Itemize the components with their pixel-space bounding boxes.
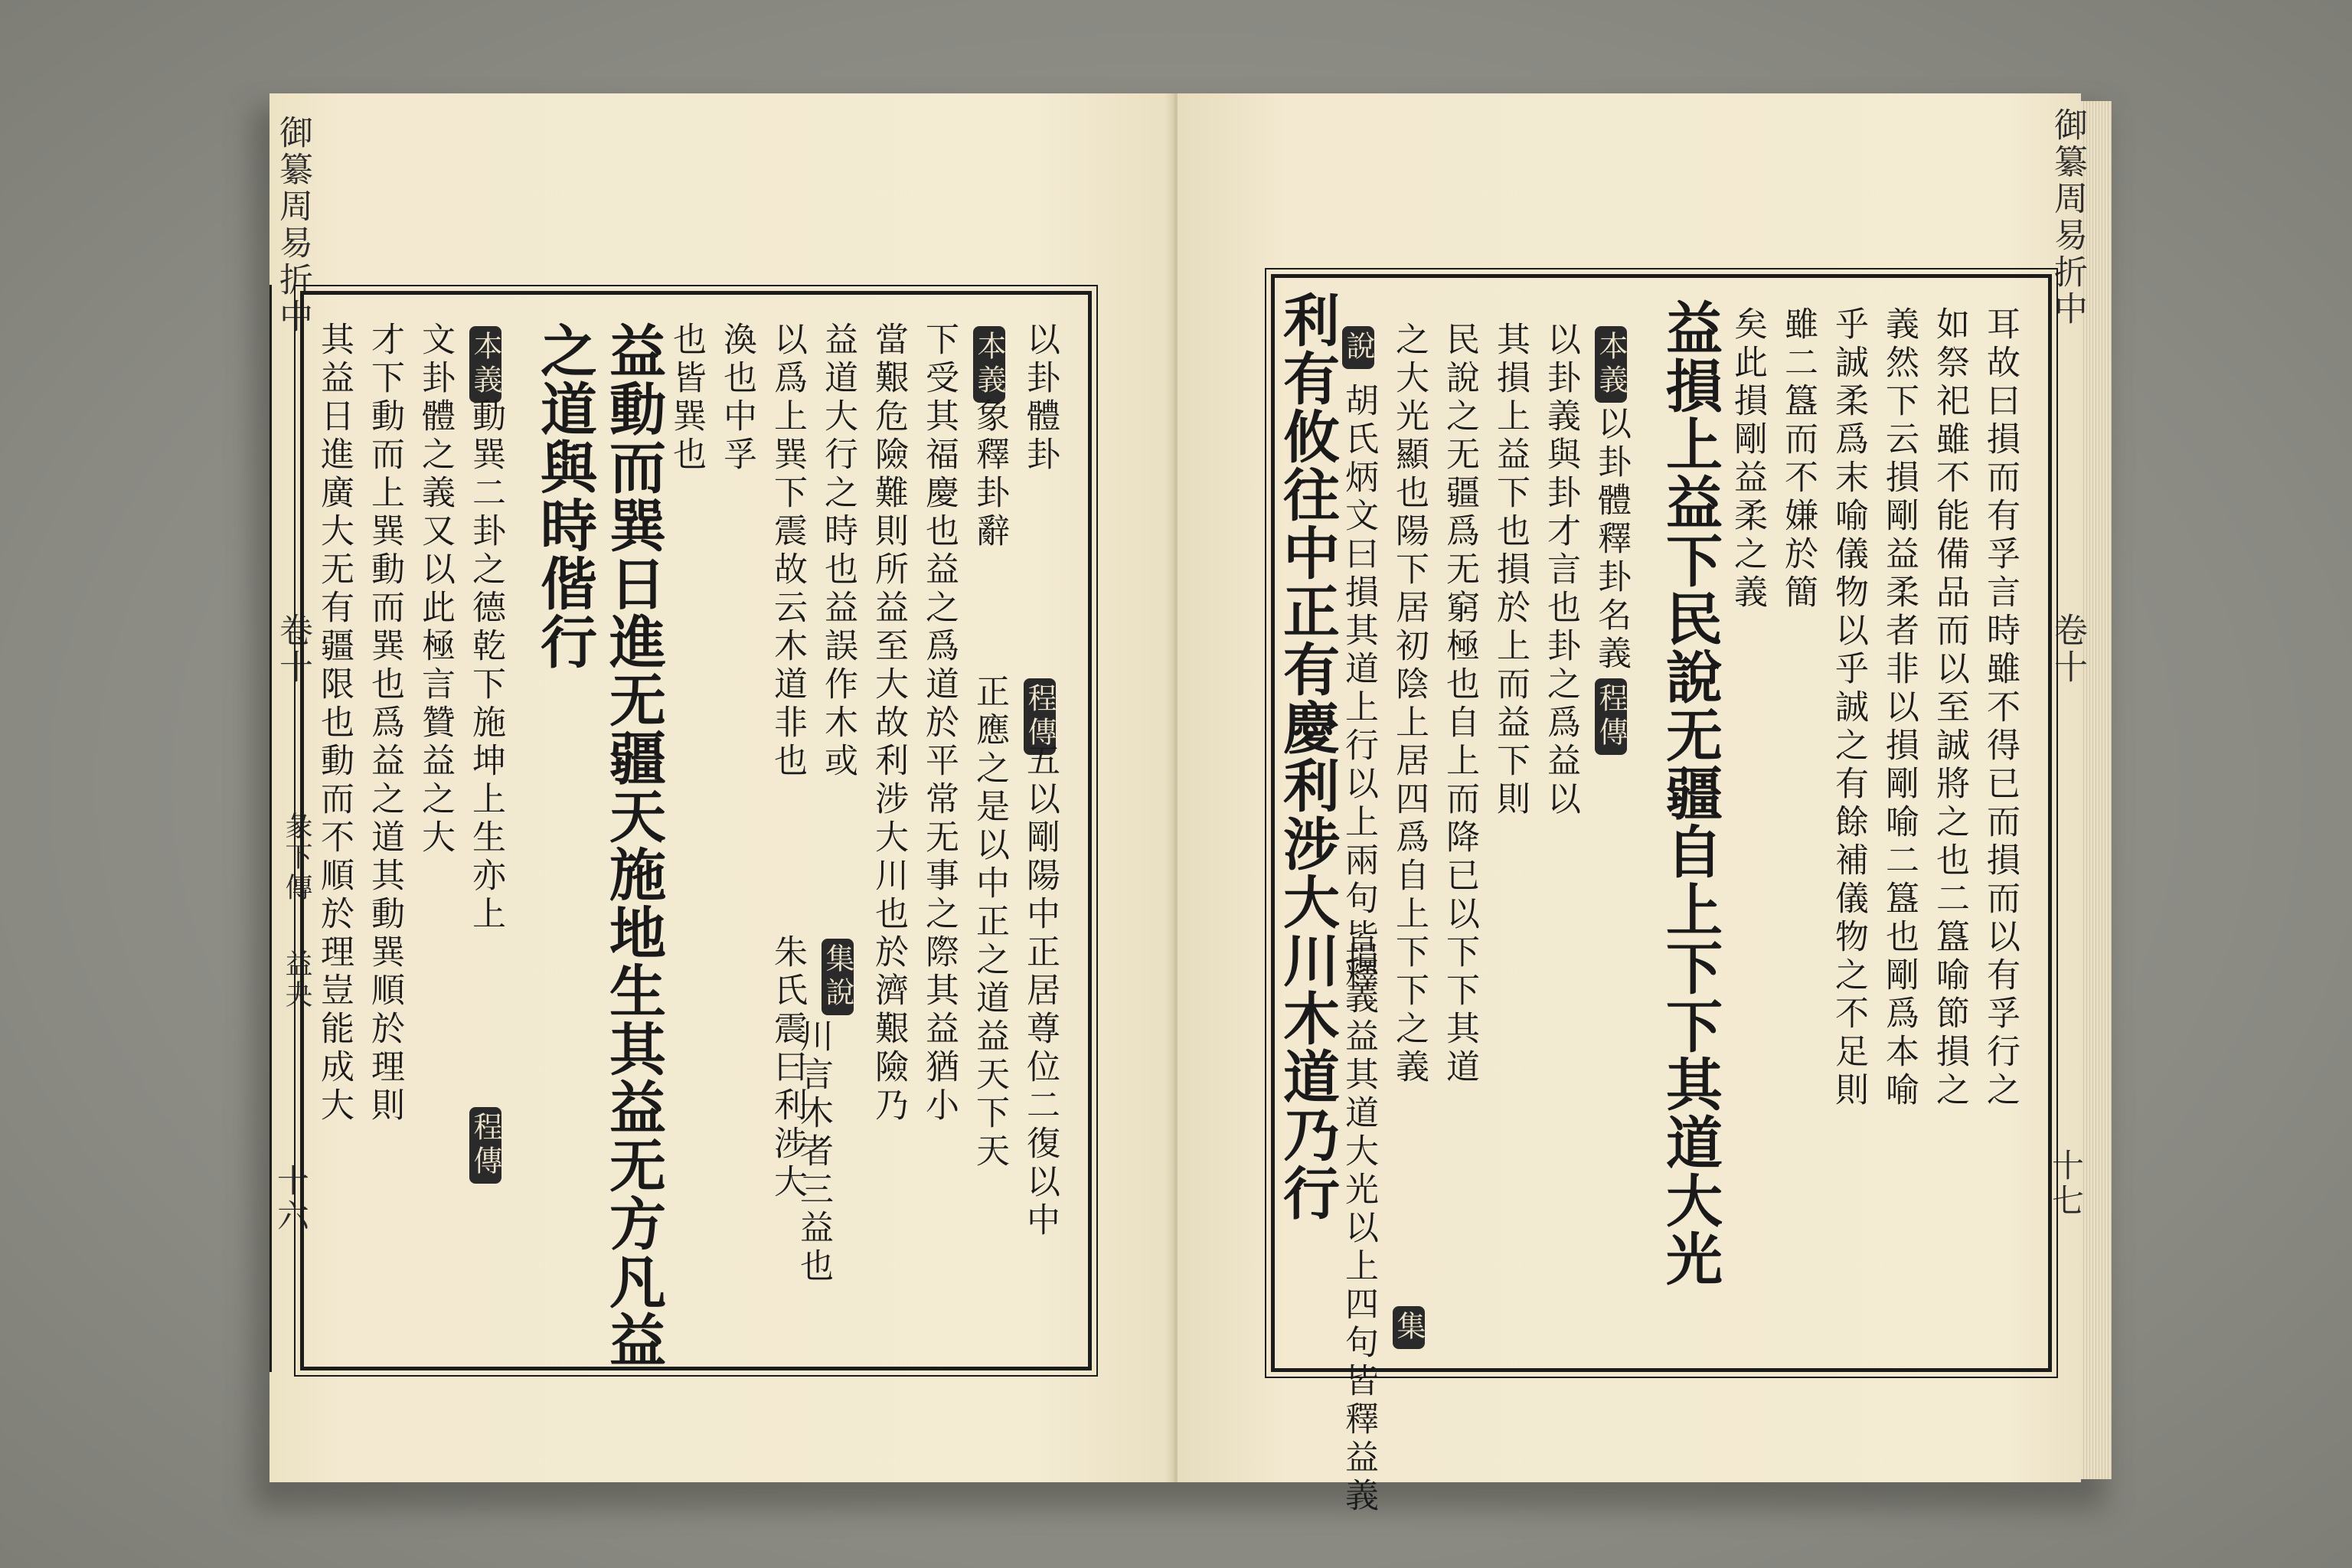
left-col-14-tag: 本義 (469, 322, 502, 407)
right-col-10: 其損上益下也損於上而益下則 (1491, 322, 1530, 819)
left-col-11b: 川言木者三益也 (794, 1018, 833, 1286)
right-col-2: 如祭祀雖不能備品而以至誠將之也二簋喻節損之 (1930, 306, 1969, 1110)
left-fold-page-number: 十六 (273, 1164, 310, 1234)
right-col-13-tag: 說 (1341, 322, 1375, 374)
left-col-17: 其益日進廣大无有疆限也動而不順於理豈能成大 (315, 322, 354, 1125)
left-col-2: 五以剛陽中正居尊位二復以中 (1021, 743, 1060, 1240)
right-fold-page-number: 十七 (2047, 1148, 2085, 1219)
left-col-6: 當艱危險難則所益至大故利涉大川也於濟艱險乃 (869, 322, 908, 1125)
left-col-9: 渙也中孚 (717, 322, 756, 475)
left-col-1: 以卦體卦 (1021, 322, 1060, 475)
cheng-zhuan-tag: 程傳 (1024, 678, 1056, 755)
left-main-text-1: 益動而巽日進无疆天施地生其益无方凡益 (600, 322, 666, 1369)
right-col-5: 雖二簋而不嫌於簡 (1779, 306, 1818, 612)
right-main-text-2: 利有攸往中正有慶利涉大川木道乃行 (1274, 291, 1340, 1222)
right-col-12: 之大光顯也陽下居初陰上居四爲自上下下之義 (1390, 322, 1429, 1087)
right-col-3: 義然下云損剛益柔者非以損剛喻二簋也剛爲本喻 (1880, 306, 1919, 1110)
left-main-text-2: 之道與時偕行 (531, 322, 597, 671)
right-col-4: 乎誠柔爲末喻儀物以乎誠之有餘補儀物之不足則 (1829, 306, 1868, 1110)
left-col-14: 動巽二卦之德乾下施坤上生亦上 (466, 398, 505, 934)
left-fold-title: 御纂周易折中 (273, 115, 312, 335)
left-col-5: 下受其福慶也益之爲道於平常无事之際其益猶小 (920, 322, 959, 1125)
right-col-8-tag: 本義 (1594, 322, 1628, 407)
right-col-1: 耳故曰損而有孚言時雖不得已而損而以有孚行之 (1981, 306, 2020, 1110)
left-col-16: 才下動而上巽動而巽也爲益之道其動巽順於理則 (365, 322, 404, 1125)
left-col-10: 也皆巽也 (667, 322, 706, 475)
left-col-8: 以爲上巽下震故云木道非也 (768, 322, 807, 781)
left-col-4: 正應之是以中正之道益天下天 (970, 674, 1009, 1171)
right-col-14: 損義益其道大光以上四句皆釋益義 (1339, 942, 1378, 1516)
left-fold-chapter: 益夬 (281, 949, 312, 1011)
right-col-8: 以卦體釋卦名義 (1592, 406, 1631, 674)
right-col-9: 以卦義與卦才言也卦之爲益以 (1541, 322, 1580, 819)
right-main-text-1: 益損上益下民說无疆自上下下其道大光 (1657, 299, 1723, 1288)
left-col-15-tag: 程傳 (469, 1102, 502, 1188)
left-col-15: 文卦體之義又以此極言贊益之大 (416, 322, 455, 858)
right-fold-title: 御纂周易折中 (2048, 107, 2087, 328)
right-col-11: 民說之无疆爲无窮極也自上而降已以下下其道 (1440, 322, 1479, 1087)
right-col-jishuo-tag: 集 (1392, 1302, 1426, 1354)
right-fold-volume: 卷十 (2048, 612, 2087, 686)
left-fold-volume: 卷十 (273, 612, 312, 686)
right-col-9-tag: 程傳 (1594, 674, 1628, 760)
left-fold-section: 彖下傳 (281, 812, 312, 903)
right-col-6: 矣此損剛益柔之義 (1728, 306, 1767, 612)
left-col-11: 朱氏震曰利涉大 (768, 934, 807, 1202)
left-col-11-tag: 集說 (821, 934, 854, 1020)
left-col-7: 益道大行之時也益誤作木或 (818, 322, 858, 781)
left-col-3: 本義 (972, 322, 1006, 407)
right-col-13: 胡氏炳文曰損其道上行以上兩句皆釋 (1339, 383, 1378, 995)
left-col-3b: 象釋卦辭 (970, 398, 1009, 551)
